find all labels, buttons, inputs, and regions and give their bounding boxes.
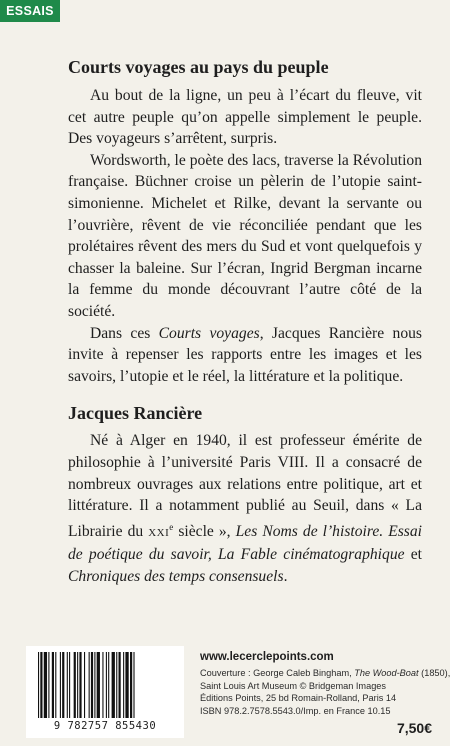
author-section xyxy=(68,402,422,587)
barcode-number: 9 782757 855430 xyxy=(53,720,157,732)
price: 7,50€ xyxy=(396,720,432,736)
author-bio: Né à Alger en 1940, il est professeur émérite de philosophie à l’université Paris VIII. Il a consacré de nombreux ouvrages aux relations entre politique, art et littérature. Il a notamment publié au Seuil, dans « La Librairie du XXIe siècle », Les Noms de l’histoire. Essai de poétique du savoir, La Fable cinématographique et Chroniques des temps consensuels. xyxy=(68,432,422,586)
summary-paragraph-1: Au bout de la ligne, un peu à l’écart du fleuve, vit cet autre peuple qu’on appelle simplement le peuple. Des voyageurs s’arrêtent, surpris. xyxy=(68,87,422,148)
cover-credit-line2: Saint Louis Art Museum © Bridgeman Images xyxy=(200,680,387,691)
bio-works-1: Les Noms de l’histoire. Essai de poétique du savoir, La Fable cinématographique xyxy=(68,522,422,564)
bio-works-2: Chroniques des temps consensuels xyxy=(68,568,284,586)
summary-paragraph-3: Dans ces Courts voyages, Jacques Rancière nous invite à repenser les rapports entre les images et les savoirs, l’utopie et le réel, la littérature et la politique. xyxy=(68,324,422,385)
barcode-image xyxy=(34,652,176,720)
book-title: Courts voyages au pays du peuple xyxy=(68,57,329,77)
back-cover-text xyxy=(68,56,422,588)
cover-credit: Couverture : George Caleb Bingham, The Wood-Boat (1850), xyxy=(200,668,450,678)
author-name: Jacques Rancière xyxy=(68,403,203,424)
collection-badge: ESSAIS xyxy=(0,0,60,22)
colophon xyxy=(200,667,450,717)
summary-paragraph-2: Wordsworth, le poète des lacs, traverse la Révolution française. Büchner croise un pèlerin de l’utopie saint-simonienne. Michelet et Rilke, devant la servante ou l’ouvrière, rêvent de vie réconciliée pendant que les prolétaires rêvent des mers du Sud et vont quelquefois y chasser la baleine. Sur l’écran, Ingrid Bergman incarne la femme du monde découvrant l’autre côté de la société. xyxy=(68,151,422,320)
publisher-url[interactable]: www.lecerclepoints.com xyxy=(200,651,334,663)
isbn-line: ISBN 978.2.7578.5543.0/Imp. en France 10.15 xyxy=(200,705,391,716)
isbn-barcode xyxy=(26,646,184,738)
publisher-address: Éditions Points, 25 bd Romain-Rolland, Paris 14 xyxy=(200,693,397,704)
book-title-italic: Courts voyages xyxy=(158,324,260,342)
